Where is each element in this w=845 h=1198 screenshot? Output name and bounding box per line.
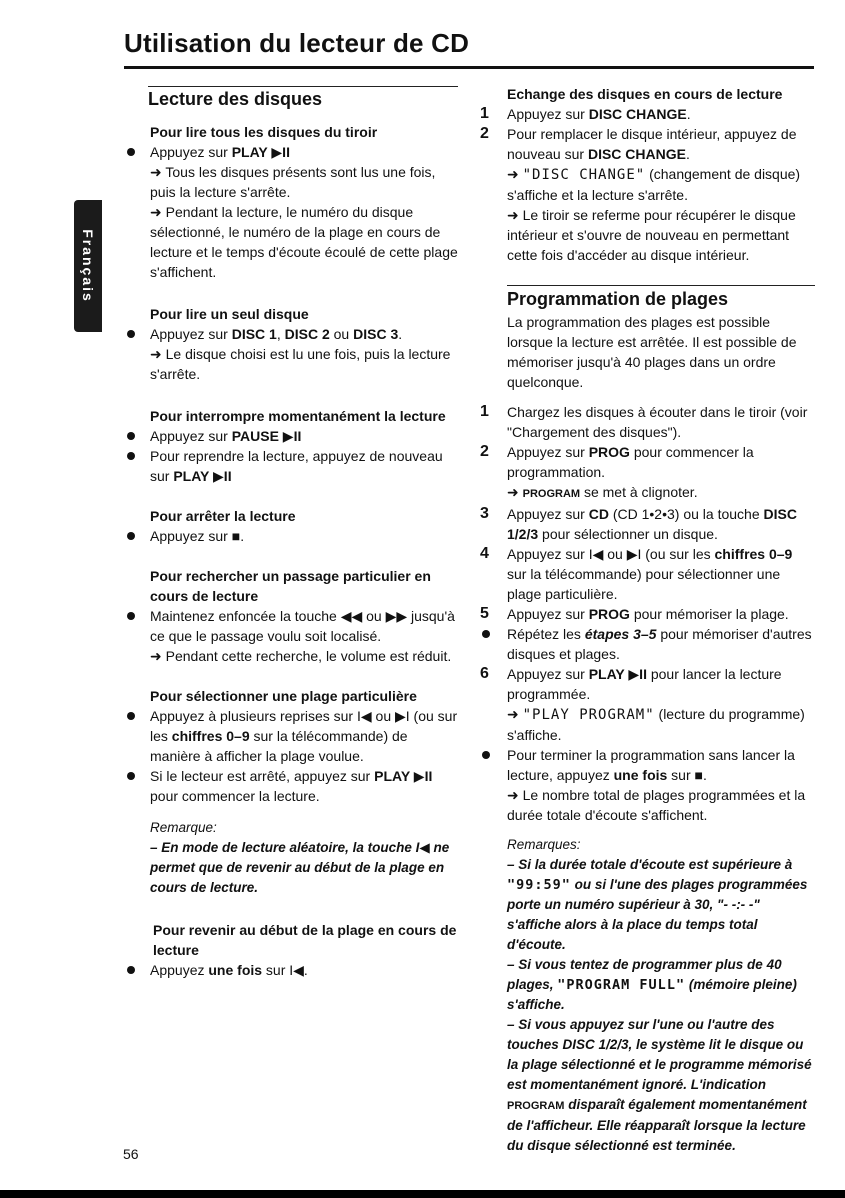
note-box [125, 818, 460, 898]
step-item: 2 Appuyez sur PROG pour commencer la programmation. [480, 443, 754, 480]
result-line: ➜ "DISC CHANGE" (changement de disque) s'affiche et la lecture s'arrête. [507, 166, 801, 203]
arrow-icon: ➜ [507, 787, 519, 803]
bullet-icon [127, 148, 135, 156]
right-column [480, 312, 815, 1156]
intro-text: La programmation des plages est possible lorsque la lecture est arrêtée. Il est possible de mémoriser jusqu'à 40 plages dans un ordre quelconque. [507, 314, 797, 390]
bullet-icon [482, 751, 490, 759]
step-item: 3 Appuyez sur CD (CD 1•2•3) ou la touche DISC 1/2/3 pour sélectionner un disque. [480, 505, 797, 542]
result-line: ➜ PROGRAM se met à clignoter. [507, 484, 698, 500]
bullet-icon [127, 532, 135, 540]
language-tab [74, 200, 102, 332]
bullet-icon [127, 330, 135, 338]
heading-stop: Pour arrêter la lecture [150, 508, 296, 524]
arrow-icon: ➜ [150, 346, 162, 362]
list-item: Répétez les étapes 3–5 pour mémoriser d'autres disques et plages. [480, 624, 815, 664]
step-item: 6 Appuyez sur PLAY ▶II pour lancer la lecture programmée. [480, 665, 782, 702]
arrow-icon: ➜ [507, 207, 519, 223]
arrow-icon: ➜ [507, 166, 519, 182]
step-item: 5 Appuyez sur PROG pour mémoriser la plage. [480, 605, 789, 622]
heading-pause: Pour interrompre momentanément la lecture [150, 408, 446, 424]
right-column-top [480, 84, 815, 265]
bullet-icon [127, 772, 135, 780]
page-number: 56 [123, 1146, 139, 1162]
heading-play-all: Pour lire tous les disques du tiroir [150, 124, 378, 140]
bullet-icon [127, 432, 135, 440]
heading-disc-change: Echange des disques en cours de lecture [507, 86, 783, 102]
result-line: ➜ "PLAY PROGRAM" (lecture du programme) s'affiche. [507, 706, 805, 743]
notes-label: Remarques: [507, 837, 581, 852]
notes-box [480, 835, 815, 1156]
left-column [125, 122, 460, 980]
bullet-icon [127, 712, 135, 720]
page-title: Utilisation du lecteur de CD [124, 28, 470, 58]
arrow-icon: ➜ [507, 706, 519, 722]
section-rule-left [148, 86, 458, 87]
section-rule-right [507, 285, 815, 286]
list-item: Appuyez sur PAUSE ▶II [125, 426, 460, 446]
section-title-lecture: Lecture des disques [148, 89, 323, 109]
list-item: Appuyez sur ■. [125, 526, 460, 546]
result-line: ➜ Pendant la lecture, le numéro du disque sélectionné, le numéro de la plage en cours de lecture et le temps d'écoute écoulé de cette plage s'affichent. [150, 204, 458, 280]
heading-restart-track: Pour revenir au début de la plage en cours de lecture [153, 922, 457, 958]
note-label: Remarque: [150, 820, 217, 835]
arrow-icon: ➜ [507, 484, 519, 500]
list-item: Pour terminer la programmation sans lancer la lecture, appuyez une fois sur ■. [480, 745, 815, 785]
result-line: ➜ Le tiroir se referme pour récupérer le disque intérieur et s'ouvre de nouveau en permettant cette fois d'accéder au disque intérieur. [507, 207, 796, 263]
arrow-icon: ➜ [150, 648, 162, 664]
bullet-icon [127, 612, 135, 620]
list-item: Appuyez sur PLAY ▶II [125, 142, 460, 162]
heading-play-one: Pour lire un seul disque [150, 306, 309, 322]
result-line: ➜ Tous les disques présents sont lus une fois, puis la lecture s'arrête. [150, 164, 436, 200]
step-item: 1 Chargez les disques à écouter dans le tiroir (voir "Chargement des disques"). [480, 403, 808, 440]
arrow-icon: ➜ [150, 164, 162, 180]
note-item: – Si la durée totale d'écoute est supérieure à "99:59" ou si l'une des plages programmées porte un numéro supérieur à 30, "- -:- -" s'affiche alors à la place du temps total d'écoute. [507, 857, 808, 952]
bottom-bar [0, 1190, 845, 1198]
note-item: – Si vous appuyez sur l'une ou l'autre des touches DISC 1/2/3, le système lit le disque ou la plage sélectionné et le programme mémorisé est momentanément ignoré. L'indication PROGRAM disparaît également momentanément de l'afficheur. Elle réapparaît lorsque la lecture du disque sélectionné est terminée. [507, 1017, 812, 1153]
section-title-programmation: Programmation de plages [507, 289, 729, 309]
title-rule [124, 66, 814, 69]
list-item: Pour reprendre la lecture, appuyez de nouveau sur PLAY ▶II [125, 446, 460, 486]
list-item: Appuyez une fois sur I◀. [125, 960, 460, 980]
language-tab-label: Français [80, 229, 96, 303]
step-item: 2 Pour remplacer le disque intérieur, appuyez de nouveau sur DISC CHANGE. [480, 125, 797, 162]
heading-select-track: Pour sélectionner une plage particulière [150, 688, 417, 704]
note-item: – Si vous tentez de programmer plus de 40 plages, "PROGRAM FULL" (mémoire pleine) s'affiche. [507, 957, 797, 1012]
list-item: Appuyez sur DISC 1, DISC 2 ou DISC 3. [125, 324, 460, 344]
bullet-icon [482, 630, 490, 638]
note-text: – En mode de lecture aléatoire, la touche I◀ ne permet que de revenir au début de la plage en cours de lecture. [150, 840, 450, 895]
step-item: 1 Appuyez sur DISC CHANGE. [480, 105, 691, 122]
list-item: Maintenez enfoncée la touche ◀◀ ou ▶▶ jusqu'à ce que le passage voulu soit localisé. [125, 606, 460, 646]
result-line: ➜ Le nombre total de plages programmées et la durée totale d'écoute s'affichent. [507, 787, 806, 823]
result-line: ➜ Pendant cette recherche, le volume est réduit. [150, 648, 452, 664]
result-line: ➜ Le disque choisi est lu une fois, puis la lecture s'arrête. [150, 346, 451, 382]
bullet-icon [127, 452, 135, 460]
step-item: 4 Appuyez sur I◀ ou ▶I (ou sur les chiffres 0–9 sur la télécommande) pour sélectionner une plage particulière. [480, 545, 793, 602]
heading-search: Pour rechercher un passage particulier en cours de lecture [150, 568, 431, 604]
list-item: Si le lecteur est arrêté, appuyez sur PLAY ▶II pour commencer la lecture. [125, 766, 460, 806]
bullet-icon [127, 966, 135, 974]
list-item: Appuyez à plusieurs reprises sur I◀ ou ▶I (ou sur les chiffres 0–9 sur la télécommande) de manière à afficher la plage voulue. [125, 706, 460, 766]
arrow-icon: ➜ [150, 204, 162, 220]
